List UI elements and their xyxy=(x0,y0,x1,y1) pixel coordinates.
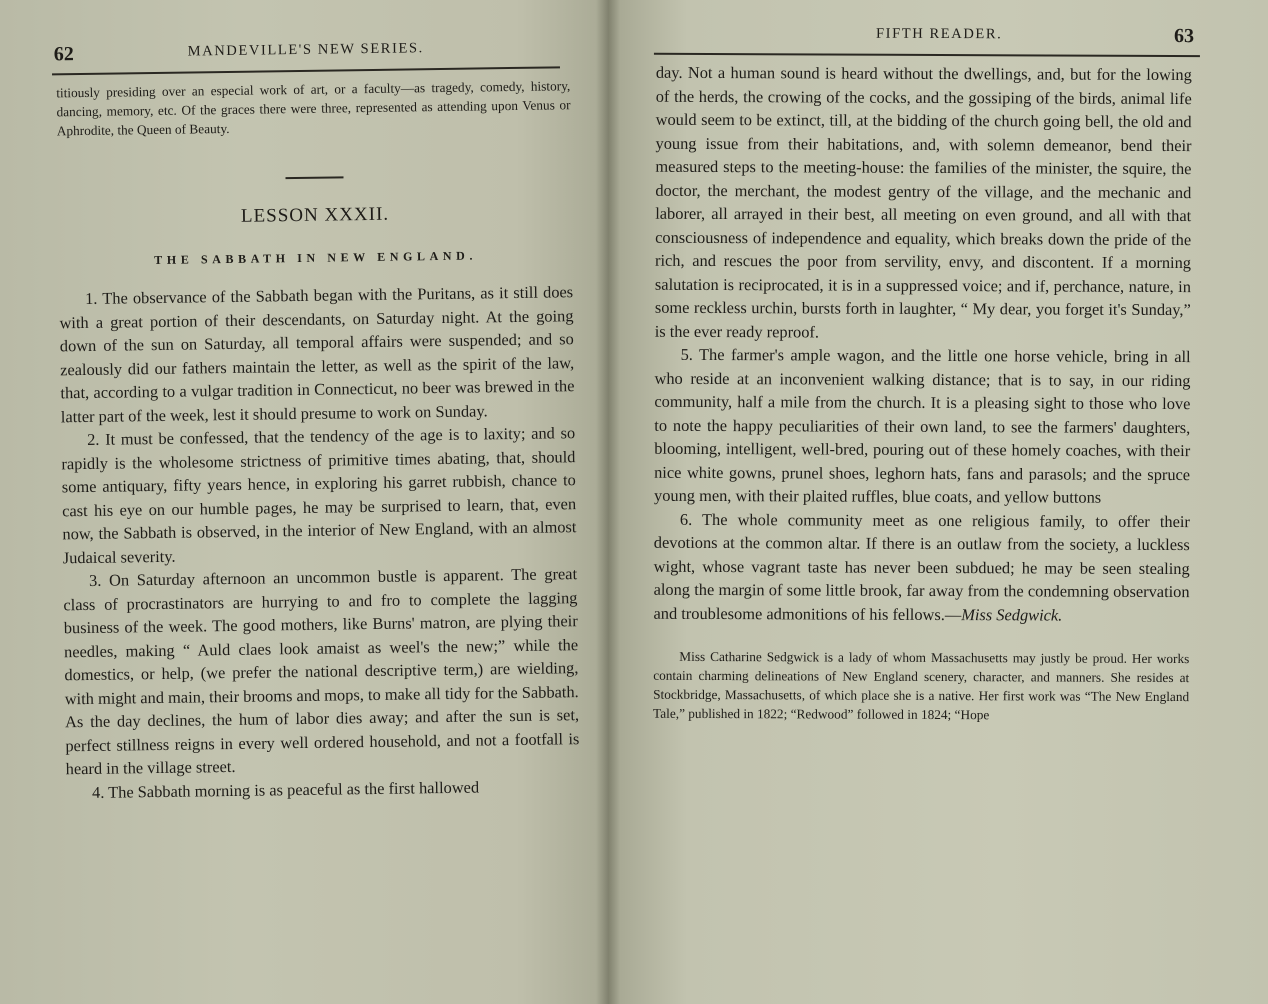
continued-footnote: titiously presiding over an especial work of art, or a faculty—as tragedy, comedy, history, dancing, memory, etc. Of the graces there were three, represented as attending upon Venus or Aphrodite, the Queen of Beauty. xyxy=(56,78,571,139)
right-page xyxy=(608,0,1268,1004)
page-number-right: 63 xyxy=(1173,25,1195,48)
header-rule-left xyxy=(52,66,560,75)
author-note: Miss Catharine Sedgwick is a lady of whom Massachusetts may justly be proud. Her works contain charming delineations of New England scenery, character, and manners. She resides at Stockbridge, Massachusetts, of which place she is a native. Her first work was “The New England Tale,” published in 1822; “Redwood” followed in 1824; “Hope xyxy=(653,648,1190,723)
author-signature: Miss Sedgwick. xyxy=(961,604,1063,625)
right-page-body xyxy=(653,61,1192,725)
paragraph-2: 2. It must be confessed, that the tendency of the age is to laxity; and so rapidly is the wholesome strictness of primitive times abating, that, should some antiquary, fifty years hence, in exploring his garret rubbish, chance to cast his eye on our humble pages, he may be surprised to learn, that, even now, the Sabbath is observed, in the interior of New England, with an almost Judaical severity. xyxy=(61,423,577,567)
paragraph-6-text: 6. The whole community meet as one religious family, to offer their devotions at the common altar. If there is an outlaw from the society, a luckless wight, whose vagrant taste has never been subdued; he may be seen stealing along the margin of some little brook, far away from the condemning observation and troublesome admonitions of his fellows.— xyxy=(653,509,1190,624)
paragraph-6 xyxy=(653,507,1190,627)
header-rule-right xyxy=(654,53,1200,57)
paragraph-1: 1. The observance of the Sabbath began with the Puritans, as it still does with a great portion of their descendants, on Saturday night. At the going down of the sun on Saturday, all temporal affairs were suspended; and so zealously did our fathers maintain the letter, as well as the spirit of the law, that, according to a vulgar tradition in Connecticut, no beer was brewed in the latter part of the week, lest it should presume to work on Sunday. xyxy=(59,282,575,426)
book-gutter xyxy=(596,0,620,1004)
left-page-header xyxy=(52,36,560,75)
continued-paragraph-4: day. Not a human sound is heard without the dwellings, and, but for the lowing of the herds, the crowing of the cocks, and the gossiping of the birds, animal life would seem to be extinct, till, at the bidding of the church going bell, the old and young issue from their habitations, and, with solemn demeanor, bend their measured steps to the meeting-house: the families of the minister, the squire, the doctor, the merchant, the modest gentry of the village, and the mechanic and laborer, all arrayed in their best, all meeting on even ground, and all with that consciousness of independence and equality, which breaks down the pride of the rich, and rescues the poor from servility, envy, and discontent. If a morning salutation is reciprocated, it is in a suppressed voice; and if, perchance, nature, in some reckless urchin, bursts forth in laughter, “ My dear, you forget it's Sunday,” is the ever ready reproof. xyxy=(654,62,1192,341)
section-divider xyxy=(285,176,343,179)
running-head-left: MANDEVILLE'S NEW SERIES. xyxy=(187,40,424,60)
left-page xyxy=(0,0,608,1004)
paragraph-3: 3. On Saturday afternoon an uncommon bustle is apparent. The great class of procrastinators are hurrying to and fro to complete the lagging business of the week. The good mothers, like Burns' matron, are plying their needles, making “ Auld claes look amaist as weel's the new;” while the domestics, or help, (we prefer the national descriptive term,) are wielding, with might and main, their brooms and mops, to make all tidy for the Sabbath. As the day declines, the hum of labor dies away; and after the sun is set, perfect stillness reigns in every well ordered household, and not a footfall is heard in the village street. xyxy=(63,564,580,779)
lesson-subtitle: THE SABBATH IN NEW ENGLAND. xyxy=(154,248,478,268)
running-head-right: FIFTH READER. xyxy=(875,25,1003,43)
paragraph-5: 5. The farmer's ample wagon, and the little one horse vehicle, bring in all who reside at an inconvenient walking distance; that is to say, in our riding community, half a mile from the church. It is a pleasing sight to those who love to note the happy peculiarities of their own land, to see the farmers' daughters, blooming, intelligent, well-bred, pouring out of these homely coaches, with their nice white gowns, prunel shoes, leghorn hats, fans and parasols; and the spruce young men, with their plaited ruffles, blue coats, and yellow buttons xyxy=(653,344,1191,507)
paragraph-4: 4. The Sabbath morning is as peaceful as the first hallowed xyxy=(91,777,480,802)
page-number-left: 62 xyxy=(53,43,74,66)
left-page-body xyxy=(56,76,580,804)
lesson-title: LESSON XXXII. xyxy=(240,203,390,227)
right-page-header xyxy=(654,23,1200,57)
